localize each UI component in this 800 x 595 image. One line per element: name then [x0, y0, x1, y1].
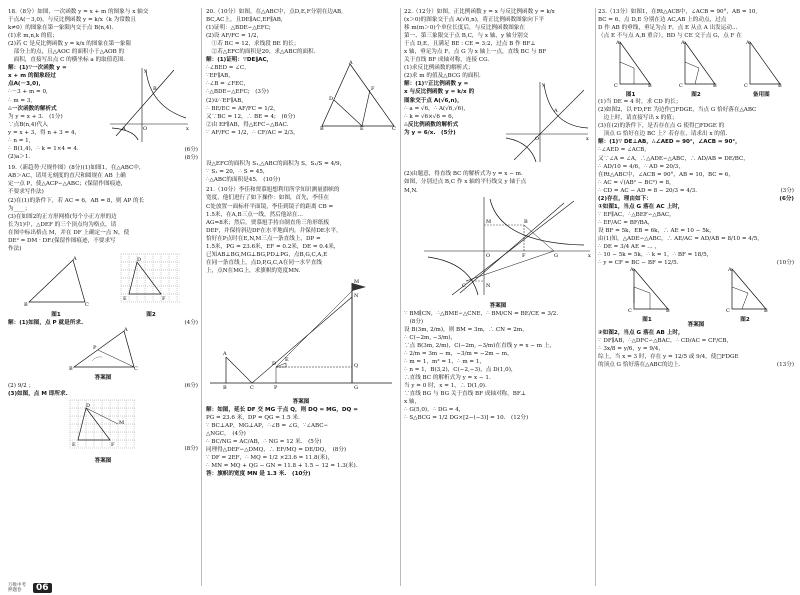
svg-text:B: B — [666, 308, 670, 314]
svg-text:C: C — [392, 126, 396, 131]
answer-figure-23-2 — [722, 267, 768, 313]
page-footer — [8, 583, 52, 593]
svg-text:C: C — [85, 301, 89, 308]
s21-line: ∵ DF = 2EF，∴ MQ = 1/2 ×23.6 = 11.8(米)， — [206, 455, 334, 462]
s21-line: 同理得△DEF∽△DMQ，∴ EF/MQ = DE/DQ， (8分) — [206, 447, 347, 454]
svg-text:N: N — [486, 282, 491, 289]
solution-22-part2 — [404, 310, 592, 423]
svg-text:O: O — [143, 126, 148, 133]
q23-line: (1)当 DE = 4 时，求 CD 的长； — [598, 99, 682, 106]
q21-line: 1.5米，在A,B三点一线，然后他站在... — [206, 211, 303, 218]
q18-line: 部分上的点，且△AOC 的面积小于△AOB 的 — [8, 49, 125, 56]
answer-figure-23-1 — [624, 267, 670, 313]
s23-line: ∴ AC = √(AB² − BC²) = 8， — [598, 179, 675, 186]
svg-text:F: F — [371, 86, 375, 93]
svg-text:A: A — [746, 40, 750, 47]
svg-text:y: y — [144, 68, 147, 75]
s22-line: ∴ k = √6×√6 = 6， — [404, 113, 458, 120]
s20-line: ∴∠BED = ∠C， — [206, 65, 250, 72]
svg-text:C: C — [628, 308, 632, 314]
s18-line: y = x + 3，得 n + 3 = 4， — [8, 129, 81, 136]
s20-line: ∵ AF/FC = 1/2，∴ CF/AC = 2/3， — [206, 129, 299, 136]
answer-caption: 答案图 — [489, 302, 507, 309]
s20-line: ∵EF∥AB， — [206, 73, 234, 80]
svg-text:B: B — [764, 308, 768, 314]
page-number: 06 — [33, 583, 52, 593]
answer-figure-19-1 — [68, 327, 138, 371]
graph-figure-22 — [504, 80, 590, 164]
s18-line: ∴ m = 3, — [8, 97, 33, 104]
q21-line: 上，点N在MG上，求旗帜的宽度MN. — [206, 267, 301, 274]
score: (3分) — [780, 187, 794, 194]
s22-line: ∴ C(−2m, −3/m)， — [404, 334, 457, 341]
s23-line: ∴ 10 − 5k = 5k，∴ k = 1，∴ BF = 18/5， — [598, 252, 713, 259]
s23-line: 综上，当 x = 3 时，存在 y = 12/5 或 9/4，使□FDGE — [598, 354, 739, 361]
s22-line: x 与反比例函数 y = k/x 的 — [404, 89, 475, 96]
s21-line: △NGC， (4分) — [206, 431, 246, 438]
q23-figures — [598, 40, 794, 98]
solution-23 — [598, 138, 794, 267]
s23-line: ②如图2，当点 G 落在 AB 上时， — [598, 330, 684, 337]
s22-line: ∴ G(5,0)，∴ DG = 4， — [404, 407, 465, 414]
s22-line: ∵直线 BG 与 BG 关于直线 BF 成轴对称，BF⊥ — [404, 391, 526, 398]
figure-caption: 图2 — [146, 311, 156, 318]
s23-line: 的顶点 G 恰好落在△ABC的边上． — [598, 362, 685, 369]
svg-text:A: A — [73, 255, 77, 262]
svg-text:B: B — [320, 126, 324, 131]
s20-line: 解：(1)证明：∵DE∥AC， — [206, 57, 273, 64]
s18-line: ∵点B(n,4)代入 — [8, 121, 48, 128]
s18-line: 解：(1)∵一次函数 y = — [8, 65, 67, 72]
answer-figure-22 — [404, 195, 592, 299]
score: (6分) — [184, 382, 198, 389]
svg-text:Q: Q — [354, 362, 359, 369]
s23-line: 在Rt△ABC中，∠ACB = 90°，AB = 10，BC = 6， — [598, 171, 734, 178]
q21-line: 21.（10分）李佳和贾慕旭想利用所学知识测量旗帜的 — [206, 187, 340, 194]
svg-text:B: B — [712, 83, 717, 89]
svg-text:B: B — [223, 384, 227, 391]
svg-text:A: A — [630, 267, 634, 274]
svg-text:D: D — [329, 96, 334, 103]
svg-text:C: C — [678, 83, 683, 89]
s22-line: 解：(1)∵正比例函数 y = — [404, 81, 469, 88]
s18-line: (2)a＞1. — [8, 153, 31, 160]
s19-line: (2) 9/2 ； — [8, 382, 35, 389]
svg-text:A: A — [349, 60, 353, 67]
s18-line: ∴－3 + m = 0, — [8, 89, 48, 96]
svg-text:M: M — [354, 278, 360, 285]
brand-logo: 万唯中考 押题卷 — [8, 583, 26, 593]
q19-line: 长为1)中，△DEF 的三个顶点均为格点，请 — [8, 221, 117, 228]
svg-text:B: B — [778, 83, 782, 89]
s20-line: ∴△ABC的面积是45. (10分) — [206, 177, 281, 184]
q19-line: DE² = DM · DF.(保留作图痕迹，不要求写 — [8, 237, 116, 244]
triangle-figure-1 — [23, 256, 89, 308]
score: (10分) — [776, 260, 794, 267]
q18-line: 于点A(－3,0)，与反比例函数 y = k/x（k 为常数且 — [8, 17, 136, 24]
s23-line: ∴ AD/10 = 4/6，∴ AD = 20/3， — [598, 163, 684, 170]
s21-line: ∵ BC⊥AP，MG⊥AP，∴∠B = ∠G，∵∠ABC∽ — [206, 423, 329, 430]
svg-text:N: N — [354, 292, 359, 299]
s20-line: 又∵BC = 12，∴ BE = 4; (6分) — [206, 113, 296, 120]
column-divider — [595, 8, 596, 586]
solution-19 — [8, 319, 198, 465]
s22-line: ∴ m = 1，m² = 1，∴ m = 1， — [404, 358, 486, 365]
svg-text:y: y — [542, 82, 545, 89]
q23-line: 边上时，请直接写出 x 的值； — [598, 115, 678, 122]
svg-text:A: A — [124, 326, 128, 333]
triangle-figure-23-1 — [610, 40, 652, 88]
grid-figure-2 — [119, 252, 183, 308]
svg-text:F: F — [111, 442, 115, 449]
question-21 — [206, 186, 396, 275]
s19-line: 解：(1)如图，点 P 就是所求. — [8, 319, 84, 326]
q23-line: (2)如图2，以 FD,FE 为边作□FDGE，当点 G 恰好落在△ABC — [598, 107, 757, 114]
svg-text:M: M — [486, 218, 492, 225]
q21-line: AG=8米；然后，贾慕旭手持自制直角三角形纸板 — [206, 219, 330, 226]
s18-line: x + m 的图象经过 — [8, 73, 56, 80]
s21-line: 解：如图，延长 DF 交 MG 于点 Q，则 DQ = MG，DQ = — [206, 407, 358, 414]
s18-line: 为 y = x + 3. (1分) — [8, 113, 63, 120]
s23-line: 解：(1)∵ DE⊥AB，∴∠AED = 90°，∠ACB = 90°， — [598, 139, 741, 146]
s23-line: ∴ DE = 3/4 AE = ... ， — [598, 244, 661, 251]
solution-23-part2 — [598, 329, 794, 369]
q19-line: (3)在如图2的正方形网格(每个小正方形的边 — [8, 213, 117, 220]
svg-text:D: D — [86, 403, 91, 410]
svg-text:E: E — [123, 295, 127, 302]
s18-line: ∴ n = 1, — [8, 137, 31, 144]
q21-line: 已知AB⊥BG,MG⊥BG,PD⊥PG，点B,G,C,A,E — [206, 251, 328, 258]
s20-line: (2)①∵EF∥AB， — [206, 97, 247, 104]
svg-text:P: P — [274, 384, 278, 391]
q22-line: (x＞0)的图象交于点 A(√6,n)，将正比例函数图象向下平 — [404, 17, 545, 24]
svg-text:E: E — [285, 356, 289, 363]
svg-text:F: F — [522, 252, 526, 259]
svg-text:x: x — [588, 252, 591, 259]
s21-line: ∴ BC/NG = AC/AB，∴ NG = 12 米. (5分) — [206, 439, 322, 446]
s22-line: M,N. — [404, 187, 418, 194]
s23-line: ∴∠AED = ∠ACB， — [598, 147, 650, 154]
svg-text:B: B — [153, 86, 157, 93]
s18-line: ∴一次函数的解析式 — [8, 105, 57, 112]
svg-text:A: A — [223, 350, 227, 357]
svg-text:M: M — [119, 420, 125, 427]
q18-line: 18.（8分）如图，一次函数 y = x + m 的图象与 x 轴交 — [8, 9, 149, 15]
svg-text:A: A — [615, 40, 620, 47]
s21-line: 答：旗帜的宽度 MN 是 1.3 米. (10分) — [206, 471, 311, 478]
s22-line: ∵点 B(3m, 2/m)，C(−2m, −3/m)在直线 y = x − m 上， — [404, 342, 556, 349]
s23-line: 又∵∠A = ∠A，∴△ADE∽△ABC，∴ AD/AB = DE/BC， — [598, 155, 749, 162]
s19-line: (3)如图，点 M 即所求. — [8, 391, 68, 398]
s22-line: 图象交于点 A(√6,n)， — [404, 97, 463, 104]
svg-text:B: B — [24, 301, 28, 308]
q20-line: ②若△EFC的面积是20，求△ABC的面积. — [206, 49, 316, 56]
s22-line: ∵ BM∥CN，∴△BME∽△CNE，∴ BM/CN = BE/CE = 3/2. — [404, 310, 559, 317]
s20-line: ∵ S₁ = 20，∴ S = 45， — [206, 169, 269, 176]
q21-line: 恰好在P点时在E,N,M三点一条直线上，DP = — [206, 235, 321, 242]
s22-line: ∴反比例函数的解析式 — [404, 121, 459, 128]
q19-line: AB＞AC，请用无刻度的直尺和圆规在 AB 上确 — [8, 173, 126, 180]
q23-line: （点 E 不与点 A,B 重合），BD 与 CE 交于点 G，点 F 在 — [598, 33, 742, 40]
s23-line: ∴ 3x/8 = y/6，y = 9/4， — [598, 346, 664, 353]
q19-line: 在图中标出格点 M，并在 DF 上确定一点 N，使 — [8, 229, 130, 236]
column-4 — [598, 8, 794, 588]
q19-line: 19.（新趋势·尺规作图）(8分)(1)如图1，在△ABC中， — [8, 165, 145, 172]
svg-text:A: A — [680, 40, 685, 47]
q21-line: DEF，并保持斜边DF在水平地面内，并保持DE水平， — [206, 227, 342, 234]
svg-text:x: x — [586, 136, 589, 143]
svg-text:D: D — [137, 256, 142, 263]
q19-line: 作法) — [8, 245, 22, 252]
svg-text:A: A — [122, 126, 126, 133]
s22-line: (8分) — [404, 318, 424, 325]
q22-line: (2)求 m 的值及△BCG 的面积. — [404, 73, 481, 80]
s23-line: ∵ EF∥AC，∴△BEF∽△BAC， — [598, 211, 675, 218]
answer-figure-19-2 — [68, 398, 138, 454]
triangle-figure-23-2 — [675, 40, 717, 88]
triangle-figure-20 — [320, 60, 396, 130]
q18-line: 面积，直接写出点 C 的横坐标 a 的取值范围. — [8, 57, 126, 64]
q22-line: x 轴，垂足为点 F，点 G 为 x 轴上一点，直线 BC 与 BF — [404, 49, 547, 56]
answer-caption: 答案图 — [94, 374, 112, 381]
s23-line: ∵ DF∥AB，∴△DFC∽△BAC，∴ CD/AC = CF/CB， — [598, 338, 733, 345]
svg-text:P: P — [93, 344, 97, 351]
question-22 — [404, 8, 592, 80]
s20-line: 设△EFC的面积为 S₁,△ABC的面积为 S，S₁/S = 4/9， — [206, 161, 346, 168]
question-23-parts — [598, 98, 794, 138]
s21-line: ∴ MN = MQ + QG − GN = 11.8 + 1.5 − 12 = 1.3(米). — [206, 463, 358, 470]
q21-line: 在同一条直线上，点D,P,G,C,A在同一水平直线 — [206, 259, 322, 266]
svg-text:A: A — [554, 108, 558, 115]
score: (8分) — [184, 155, 198, 162]
question-18 — [8, 8, 198, 64]
score: (13分) — [776, 362, 794, 369]
q18-line: k≠0）的图象在第一象限内交于点 B(n,4). — [8, 25, 114, 32]
score: (6分) — [184, 147, 198, 154]
q19-figures — [8, 253, 198, 319]
q23-line: BC = 6，点 D,E 分别在边 AC,AB 上的动点，过点 — [598, 17, 727, 24]
column-2 — [206, 8, 396, 588]
svg-text:F: F — [162, 295, 166, 302]
svg-text:A: A — [728, 267, 732, 274]
svg-text:B: B — [647, 83, 652, 89]
q22-line: (1)求反比例函数的解析式； — [404, 65, 474, 72]
s23-line: 设 BF = 5k，EB = 6k，∴ AE = 10 − 5k， — [598, 227, 715, 234]
q23-line: (3)在(2)的条件下，是否存在点 G 使得□FDGE 的 — [598, 123, 725, 130]
solution-21 — [206, 406, 396, 478]
solution-20 — [206, 56, 396, 160]
answer-caption: 答案图 — [94, 458, 112, 465]
s22-line: ∴ n = 1，B(3,2)，C(−2,−3)，点 D(1,0)， — [404, 366, 517, 373]
s20-line: ∴△BDE∽△EFC; (3分) — [206, 89, 269, 96]
triangle-figure-23-spare — [740, 40, 782, 88]
q23-line: D 作 AB 的垂线，垂足为点 F，点 E 从点 A 出发运动... — [598, 25, 738, 32]
svg-text:O: O — [486, 252, 491, 259]
q23-line: 23.（13分）如图1，在Rt△ACB中，∠ACB = 90°，AB = 10, — [598, 9, 758, 15]
s22-line: 当 y = 0 时，x = 1，∴ D(1,0). — [404, 383, 487, 390]
q22-line: 于点 D,E，且满足 BE : CE = 3:2，过点 B 作 BF⊥ — [404, 41, 536, 48]
q23-answer-figures — [598, 267, 794, 324]
s22-line: 为 y = 6/x. (5分) — [404, 129, 456, 136]
svg-text:D: D — [272, 360, 277, 367]
q19-line: 定一点 P，使△ACP∽△ABC；(保留作图痕迹， — [8, 181, 127, 188]
s23-line: ①如图1，当点 G 落在 AC 上时， — [598, 203, 684, 210]
s22-line: (2)由题意，得直线 BC 的解析式为 y = x − m. — [404, 171, 523, 178]
figure-caption: 图1 — [625, 92, 636, 99]
answer-caption: 答案图 — [292, 398, 310, 405]
svg-text:C: C — [726, 308, 730, 314]
svg-text:E: E — [72, 442, 76, 449]
figure-caption: 图2 — [691, 92, 701, 99]
q21-line: C处放置一面标杆平面镜，李佳到镜子的距离 CB = — [206, 203, 334, 210]
svg-text:G: G — [554, 252, 558, 259]
s23-line: (2)存在，理由如下： — [598, 195, 652, 202]
s23-line: ∴ CD = AC − AD = 8 − 20/3 = 4/3. — [598, 187, 698, 194]
score: (4分) — [184, 319, 198, 326]
s22-line: x 轴， — [404, 399, 421, 406]
q22-line: 移 m(m＞0)个单位长度后，与反比例函数图象在 — [404, 25, 525, 32]
q20-line: 20.（10分）如图，在△ABC中，点D,E,F分别在边AB, — [206, 9, 343, 15]
figure-caption: 图2 — [740, 317, 750, 324]
solution-18 — [8, 64, 198, 162]
svg-text:x: x — [186, 126, 189, 133]
s18-line: ∴ B(1,4)，∴ k = 1×4 = 4. — [8, 145, 79, 152]
q19-line: (2)在(1)的条件下，若 AC = 6，AB = 8，则 AP 的长 — [8, 197, 145, 204]
q20-line: (2)设 AF/FC = 1/2， — [206, 33, 263, 40]
s23-line: 由(1)知，△ADE∽△ABC，∴ AE/AC = AD/AB = 8/10 = 4/5， — [598, 235, 763, 242]
svg-text:B: B — [524, 218, 528, 225]
column-divider — [400, 8, 401, 586]
graph-figure-18 — [108, 66, 190, 144]
svg-text:C: C — [744, 83, 749, 89]
score: (6分) — [779, 195, 794, 202]
q19-line: 不要求写作法) — [8, 189, 44, 196]
q21-line: 1.5米，PG = 23.6米，EF = 0.2米，DE = 0.4米， — [206, 243, 340, 250]
column-3 — [404, 8, 592, 588]
s22-line: ∴ 2/m = 3m − m，−3/m = −2m − m， — [404, 350, 513, 357]
q20-line: (1)证明：△BDE∽△EFC; — [206, 25, 271, 32]
s22-line: ∴ S△BCG = 1/2 DG×[2−(−3)] = 10. (12分) — [404, 415, 529, 422]
solution-22-part1 — [404, 80, 592, 170]
s22-line: ∴ a = √6，∴ A(√6,√6)， — [404, 105, 469, 112]
s21-line: PG = 23.6 米，DP = QG = 1.5 米. — [206, 415, 300, 422]
q18-line: (2)若 C 是反比例函数 y = k/x 的图象在第一象限 — [8, 41, 132, 48]
svg-text:B: B — [69, 365, 73, 371]
figure-caption: 备用图 — [752, 92, 770, 99]
question-20 — [206, 8, 396, 56]
flag-measurement-figure — [206, 275, 396, 395]
answer-caption: 答案图 — [687, 322, 705, 329]
s22-line: 如图，分别过点 B,C 作 x 轴的平行线交 y 轴于点 — [404, 179, 527, 186]
q22-line: 第一、第三象限交于点 B,C，与 x 轴、y 轴分别交 — [404, 33, 529, 40]
q20-line: BC,AC上，且DE∥AC,EF∥AB, — [206, 17, 283, 24]
q23-line: 顶点 G 恰好在边 BC 上？若存在，请求出 x 的值． — [598, 131, 732, 138]
s20-line: ②由 EF∥AB，得△EFC∽△BAC. — [206, 121, 289, 128]
q22-line: 22.（12分）如图，正比例函数 y = x 与反比例函数 y = k/x — [404, 9, 555, 15]
question-19 — [8, 164, 198, 253]
q19-line: 为____； — [8, 205, 31, 212]
column-1 — [8, 8, 198, 586]
s18-line: 点A(－3,0)， — [8, 81, 45, 88]
figure-caption: 图1 — [51, 311, 61, 318]
s20-line: ∴ BE/EC = AF/FC = 1/2， — [206, 105, 279, 112]
svg-text:O: O — [535, 136, 540, 143]
svg-text:C: C — [613, 83, 618, 89]
q18-line: (1)求 m,n,k 的值； — [8, 33, 58, 40]
q21-line: 宽度，他们进行了如下操作：如图，首先，李佳在 — [206, 195, 330, 202]
svg-text:C: C — [134, 365, 138, 371]
s22-line: 设 B(3m, 2/m)，则 BM = 3m，∴ CN = 2m， — [404, 326, 528, 333]
score: (8分) — [184, 446, 198, 453]
q20-line: ①若 BC = 12，求线段 BE 的长； — [206, 41, 300, 48]
svg-text:G: G — [354, 384, 358, 391]
s20-line: ∴∠B = ∠FEC， — [206, 81, 250, 88]
svg-text:C: C — [250, 384, 254, 391]
figure-caption: 图1 — [642, 317, 652, 324]
s23-line: ∴ EF/AC = BF/BA， — [598, 219, 654, 226]
s22-line: ∴直线 BC 的解析式为 y = x − 1. — [404, 375, 491, 382]
s23-line: ∴ y = CF = BC − BF = 12/5. — [598, 260, 679, 267]
svg-text:C: C — [462, 282, 466, 289]
question-23 — [598, 8, 794, 40]
column-divider — [201, 8, 202, 586]
svg-text:E: E — [360, 126, 364, 131]
q22-line: 关于直线 BF 成轴对称，连接 CG. — [404, 57, 490, 64]
